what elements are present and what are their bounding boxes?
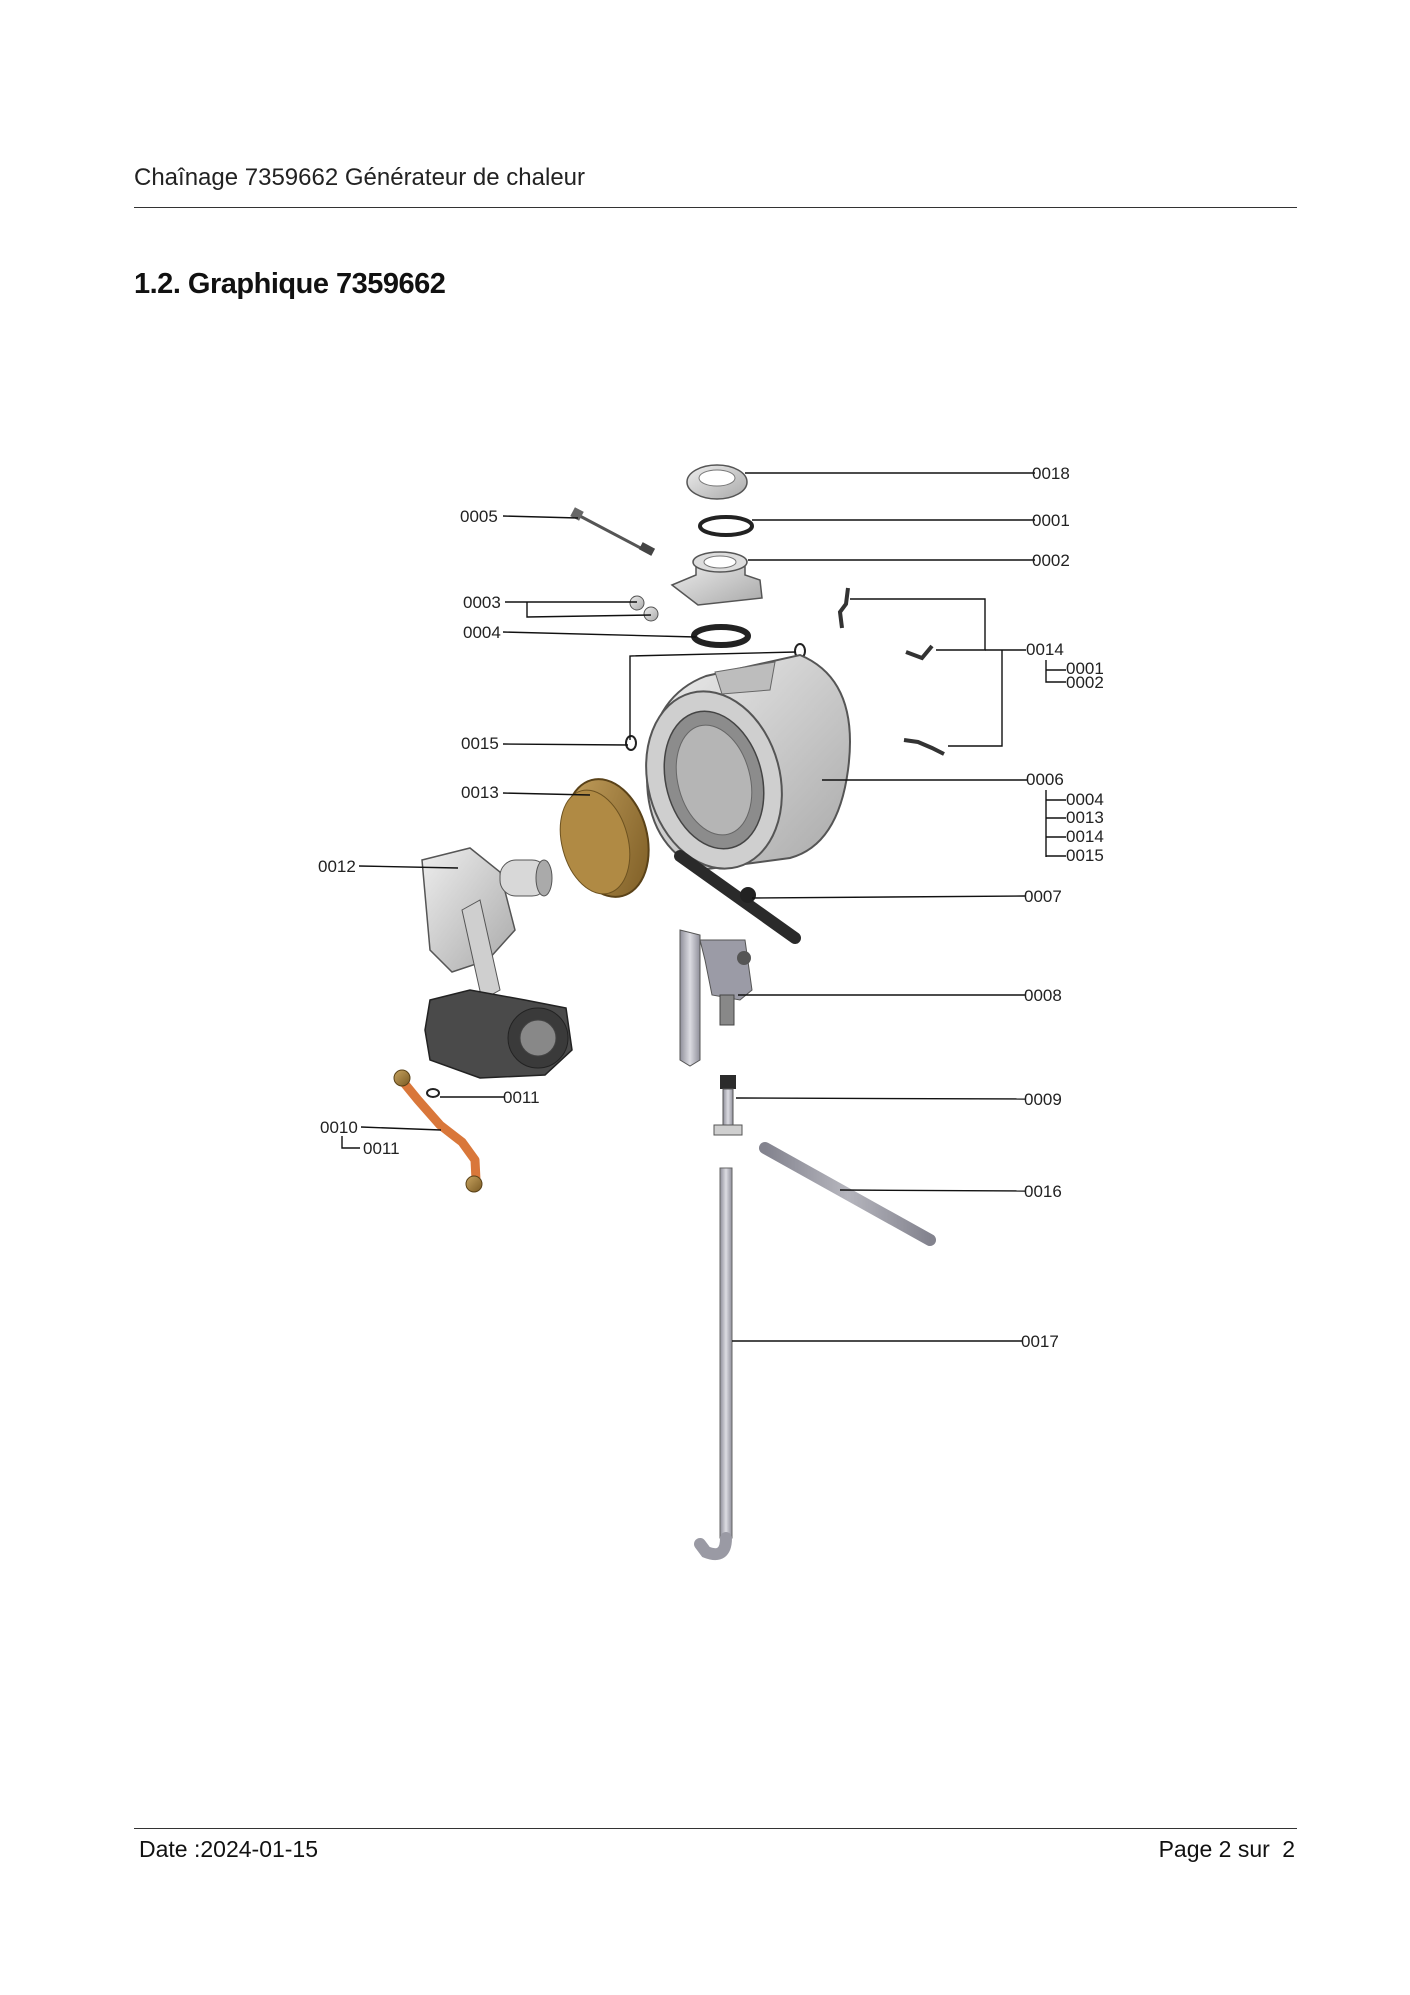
callout-0010: 0010 <box>320 1118 358 1137</box>
callout-0002: 0002 <box>1032 551 1070 570</box>
callout-0004: 0004 <box>463 623 501 642</box>
callout-0016: 0016 <box>1024 1182 1062 1201</box>
part-0011-oring <box>427 1089 439 1097</box>
part-0012-burner-assembly <box>422 848 572 1078</box>
footer-page-indicator <box>1159 1836 1295 1863</box>
footer-divider <box>134 1828 1297 1829</box>
part-0015-oring-b <box>626 736 636 750</box>
callout-0017: 0017 <box>1021 1332 1059 1351</box>
part-0010-gas-pipe <box>394 1070 482 1192</box>
part-0013-insulation-disc <box>549 770 661 907</box>
part-0004-gasket <box>694 627 748 645</box>
callout-0010-sub-0011: 0011 <box>363 1139 400 1158</box>
part-0007-tube <box>680 856 795 938</box>
footer-page-total: 2 <box>1282 1836 1295 1862</box>
document-header-title: Chaînage 7359662 Générateur de chaleur <box>134 164 586 191</box>
callout-0007: 0007 <box>1024 887 1062 906</box>
callout-0009: 0009 <box>1024 1090 1062 1109</box>
callout-0003: 0003 <box>463 593 501 612</box>
section-title: 1.2. Graphique 7359662 <box>134 268 446 300</box>
callout-0014-sub-0001: 0001 <box>1066 659 1104 678</box>
part-0014-cables <box>840 588 944 754</box>
callout-0006-sub-0013: 0013 <box>1066 808 1104 827</box>
callout-0006-sub-0014: 0014 <box>1066 827 1104 846</box>
callout-0011: 0011 <box>503 1088 540 1107</box>
part-0017-drain-pipe <box>700 1168 732 1554</box>
callout-0015: 0015 <box>461 734 499 753</box>
callout-0014: 0014 <box>1026 640 1064 659</box>
callout-0006-sub-0004: 0004 <box>1066 790 1104 809</box>
part-0003-screws <box>630 596 658 621</box>
part-0001-seal <box>700 517 752 535</box>
callout-0012: 0012 <box>318 857 356 876</box>
callout-0006-sub-0015: 0015 <box>1066 846 1104 865</box>
part-0018-ring <box>687 465 747 499</box>
footer-date: Date :2024-01-15 <box>139 1836 319 1862</box>
callout-0014-sub-0002: 0002 <box>1066 673 1104 692</box>
callout-0005: 0005 <box>460 507 498 526</box>
callout-0008: 0008 <box>1024 986 1062 1005</box>
part-0005-probe <box>570 507 655 556</box>
part-0006-heat-exchanger <box>627 655 850 884</box>
footer-page-label: Page 2 sur <box>1158 1836 1270 1862</box>
callout-0018: 0018 <box>1032 464 1070 483</box>
callout-0006: 0006 <box>1026 770 1064 789</box>
part-0008-siphon <box>680 930 752 1066</box>
callout-0001: 0001 <box>1032 511 1070 530</box>
part-0009-fitting <box>714 1075 742 1135</box>
callout-0013: 0013 <box>461 783 499 802</box>
